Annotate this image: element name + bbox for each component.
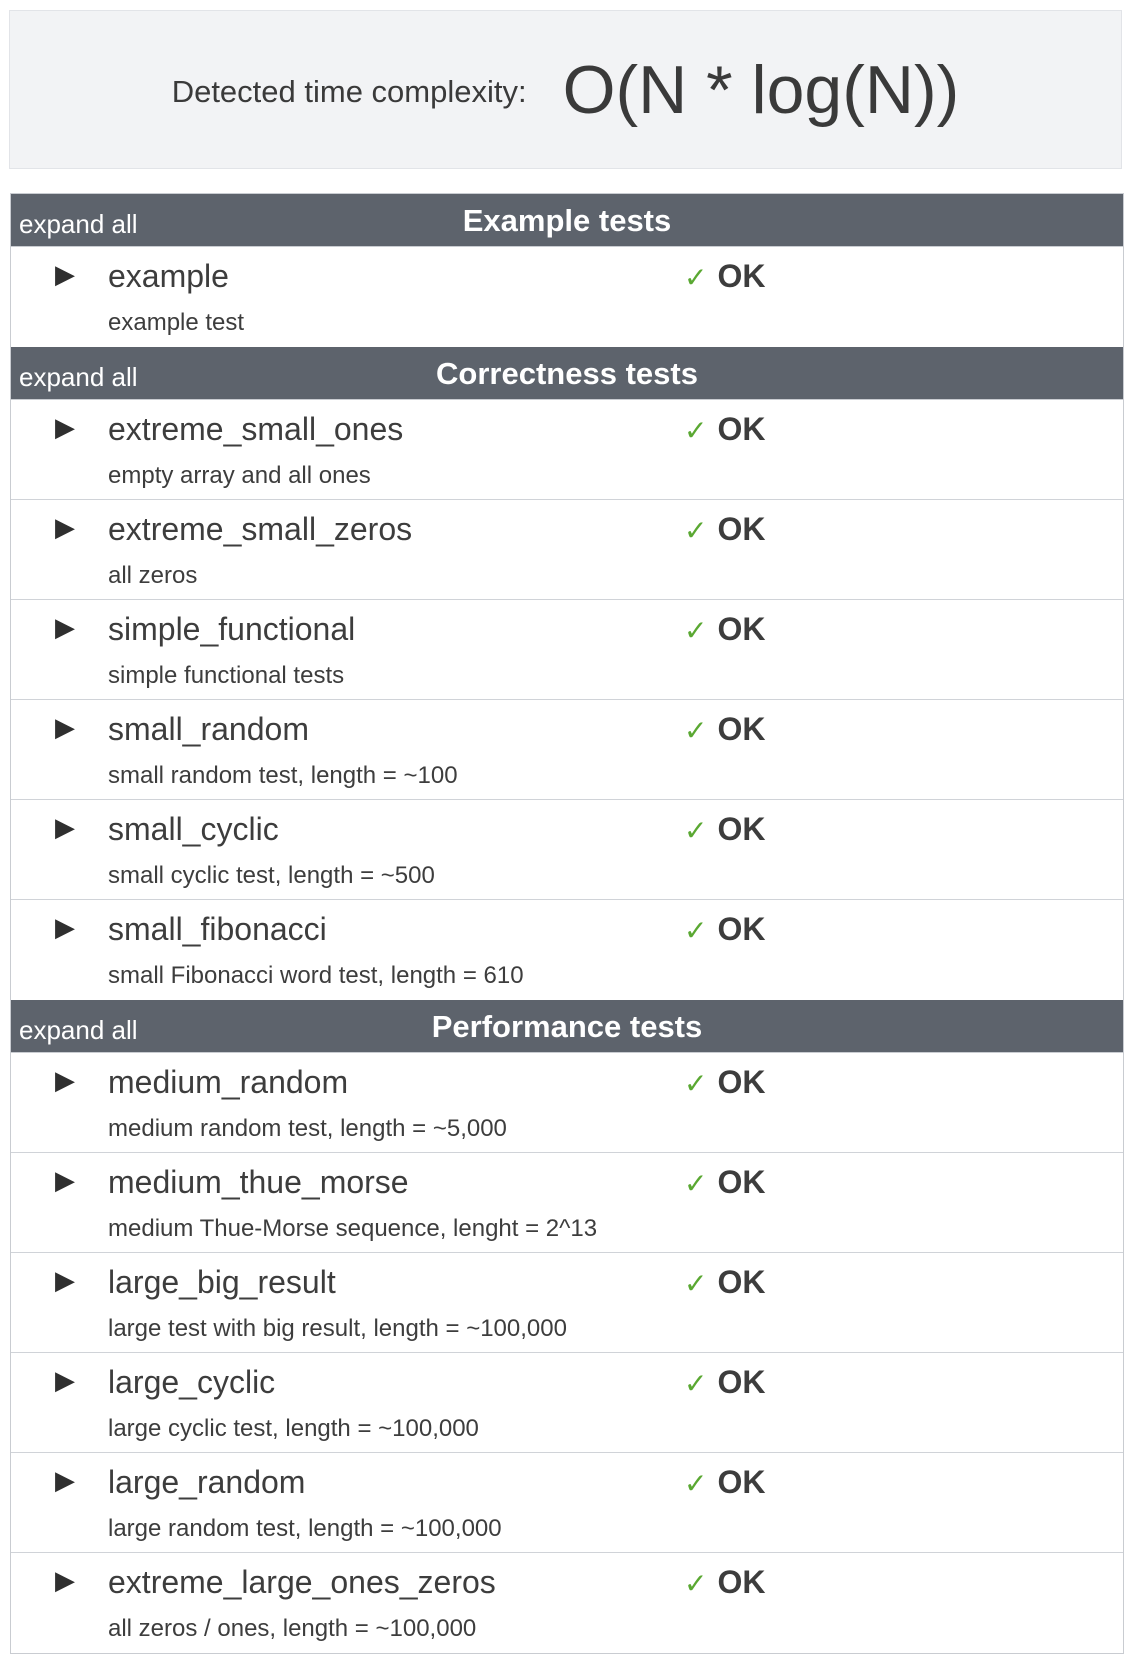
group-header	[11, 347, 1123, 400]
test-name: small_cyclic	[108, 811, 279, 847]
status-label: OK	[717, 1364, 766, 1400]
test-description: empty array and all ones	[108, 462, 371, 489]
expand-triangle-icon[interactable]: ▶	[55, 1365, 75, 1395]
status-label: OK	[717, 1264, 766, 1300]
test-name: large_big_result	[108, 1264, 336, 1300]
checkmark-icon: ✓	[684, 915, 708, 946]
expand-triangle-icon[interactable]: ▶	[55, 512, 75, 542]
test-status	[684, 910, 765, 948]
test-name: medium_random	[108, 1064, 349, 1100]
test-name: extreme_small_ones	[108, 411, 404, 447]
group-title: Performance tests	[431, 1009, 703, 1044]
test-row	[11, 900, 1123, 1000]
test-description: large test with big result, length = ~100,000	[108, 1315, 567, 1342]
test-row	[11, 247, 1123, 347]
expand-triangle-icon[interactable]: ▶	[55, 812, 75, 842]
status-label: OK	[717, 258, 766, 294]
test-description: simple functional tests	[108, 662, 345, 689]
test-status	[684, 710, 765, 748]
expand-triangle-icon[interactable]: ▶	[55, 1565, 75, 1595]
test-row	[11, 1253, 1123, 1353]
complexity-value: O(N * log(N))	[562, 51, 960, 128]
test-row	[11, 500, 1123, 600]
test-status	[684, 1163, 765, 1201]
status-label: OK	[717, 1564, 766, 1600]
test-row	[11, 600, 1123, 700]
test-row	[11, 700, 1123, 800]
test-description: small Fibonacci word test, length = 610	[108, 962, 524, 989]
expand-triangle-icon[interactable]: ▶	[55, 1465, 75, 1495]
test-name: extreme_large_ones_zeros	[108, 1564, 496, 1600]
expand-triangle-icon[interactable]: ▶	[55, 1165, 75, 1195]
expand-triangle-icon[interactable]: ▶	[55, 1065, 75, 1095]
group-header	[11, 1000, 1123, 1053]
test-description: all zeros	[108, 562, 198, 589]
status-label: OK	[717, 1464, 766, 1500]
test-description: large random test, length = ~100,000	[108, 1515, 502, 1542]
test-description: large cyclic test, length = ~100,000	[108, 1415, 479, 1442]
group-title: Example tests	[462, 203, 672, 238]
checkmark-icon: ✓	[684, 1468, 708, 1499]
group-title: Correctness tests	[436, 356, 698, 391]
status-label: OK	[717, 911, 766, 947]
complexity-panel	[9, 10, 1122, 169]
status-label: OK	[717, 811, 766, 847]
test-name: small_random	[108, 711, 309, 747]
checkmark-icon: ✓	[684, 715, 708, 746]
checkmark-icon: ✓	[684, 415, 708, 446]
expand-triangle-icon[interactable]: ▶	[55, 712, 75, 742]
expand-all-button[interactable]: expand all	[19, 209, 138, 239]
complexity-label: Detected time complexity:	[171, 73, 527, 109]
status-label: OK	[717, 711, 766, 747]
test-status	[684, 410, 765, 448]
test-row	[11, 1453, 1123, 1553]
checkmark-icon: ✓	[684, 615, 708, 646]
test-description: example test	[108, 309, 245, 336]
expand-triangle-icon[interactable]: ▶	[55, 1265, 75, 1295]
test-description: medium Thue-Morse sequence, lenght = 2^13	[108, 1215, 598, 1242]
test-status	[684, 1563, 765, 1601]
test-results-table	[10, 193, 1124, 1654]
test-row	[11, 1553, 1123, 1653]
test-description: medium random test, length = ~5,000	[108, 1115, 507, 1142]
test-status	[684, 510, 765, 548]
checkmark-icon: ✓	[684, 262, 708, 293]
test-row	[11, 1053, 1123, 1153]
test-status	[684, 1063, 765, 1101]
test-status	[684, 1463, 765, 1501]
expand-triangle-icon[interactable]: ▶	[55, 412, 75, 442]
status-label: OK	[717, 511, 766, 547]
checkmark-icon: ✓	[684, 1368, 708, 1399]
test-status	[684, 610, 765, 648]
checkmark-icon: ✓	[684, 1168, 708, 1199]
status-label: OK	[717, 611, 766, 647]
expand-all-button[interactable]: expand all	[19, 1015, 138, 1045]
test-name: example	[108, 258, 229, 294]
test-name: large_random	[108, 1464, 306, 1500]
test-name: simple_functional	[108, 611, 356, 647]
test-name: medium_thue_morse	[108, 1164, 409, 1200]
test-name: large_cyclic	[108, 1364, 276, 1400]
test-row	[11, 400, 1123, 500]
checkmark-icon: ✓	[684, 1268, 708, 1299]
test-name: extreme_small_zeros	[108, 511, 413, 547]
expand-triangle-icon[interactable]: ▶	[55, 912, 75, 942]
test-status	[684, 1363, 765, 1401]
group-header	[11, 194, 1123, 247]
expand-triangle-icon[interactable]: ▶	[55, 259, 75, 289]
test-row	[11, 1153, 1123, 1253]
expand-all-button[interactable]: expand all	[19, 362, 138, 392]
status-label: OK	[717, 1064, 766, 1100]
test-name: small_fibonacci	[108, 911, 327, 947]
test-status	[684, 1263, 765, 1301]
test-row	[11, 1353, 1123, 1453]
checkmark-icon: ✓	[684, 1068, 708, 1099]
checkmark-icon: ✓	[684, 1568, 708, 1599]
expand-triangle-icon[interactable]: ▶	[55, 612, 75, 642]
status-label: OK	[717, 411, 766, 447]
checkmark-icon: ✓	[684, 815, 708, 846]
test-description: small cyclic test, length = ~500	[108, 862, 435, 889]
test-row	[11, 800, 1123, 900]
checkmark-icon: ✓	[684, 515, 708, 546]
test-status	[684, 810, 765, 848]
test-description: all zeros / ones, length = ~100,000	[108, 1615, 477, 1642]
status-label: OK	[717, 1164, 766, 1200]
test-description: small random test, length = ~100	[108, 762, 458, 789]
test-status	[684, 257, 765, 295]
